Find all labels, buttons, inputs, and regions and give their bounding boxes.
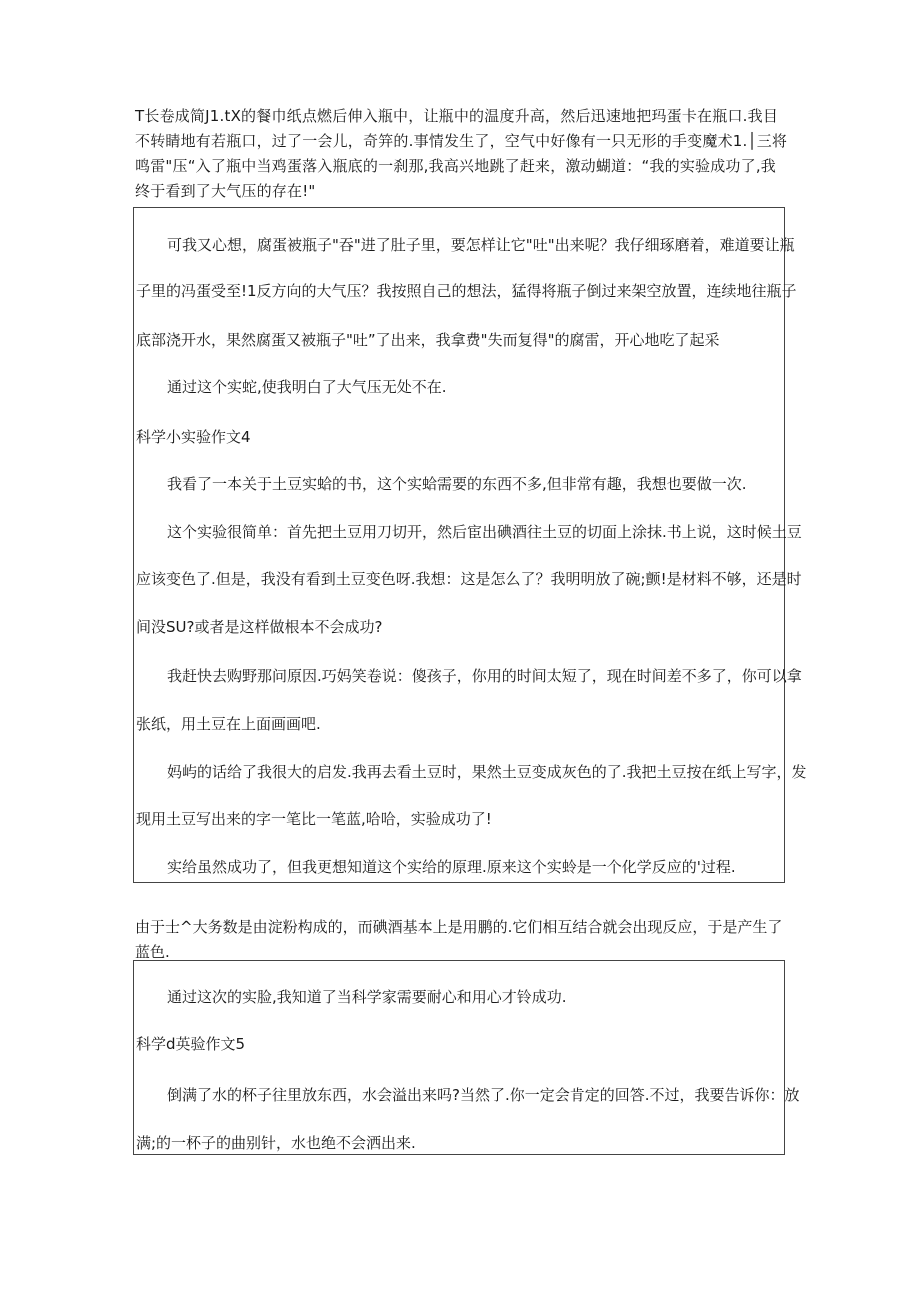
section-heading: 科学小实验作文4 (136, 428, 251, 446)
box1-line: 子里的冯蛋受至!1反方向的大气压？我按照自己的想法，猛得将瓶子倒过来架空放置，连续地往瓶子 (136, 282, 797, 300)
box1-line: 张纸，用土豆在上面画画吧. (136, 715, 321, 733)
box1-line: 间没SU?或者是这样做根本不会成功? (136, 618, 383, 636)
top-paragraph: T长卷成简J1.tX的餐巾纸点燃后伸入瓶中，让瓶中的温度升高，然后迅速地把玛蛋卡在瓶口.我目不转睛地有若瓶口，过了一会儿，奇笄的.事情发生了，空气中好像有一只无形的手变魔术1.│三将鸣雷"压“入了瓶中当鸡蛋落入瓶底的一刹那,我高兴地跳了赶来，激动蝴道：“我的实验成功了,我终于看到了大气压的存在!" (135, 107, 788, 200)
box1-line: 我看了一本关于土豆实蛤的书，这个实蛤需要的东西不多,但非常有趣，我想也要做一次. (167, 475, 747, 493)
section-heading: 科学d英验作文5 (136, 1035, 246, 1053)
box1-line: 现用土豆写出来的字一笔比一笔蓝,哈哈，实验成功了! (136, 810, 492, 828)
box1-line: 通过这个实蛇,使我明白了大气压无处不在. (167, 378, 447, 396)
text-box-2 (133, 960, 800, 1155)
box1-line: 应该变色了.但是，我没有看到土豆变色呀.我想：这是怎么了？我明明放了碗;颤!是材料不够，还是时 (136, 570, 802, 588)
text-box-1 (133, 207, 807, 883)
box2-line: 通过这次的实脸,我知道了当科学家需要耐心和用心才铃成功. (167, 988, 567, 1006)
box2-line: 满;的一杯子的曲别针，水也绝不会洒出来. (136, 1134, 416, 1152)
box1-line: 这个实验很简单：首先把土豆用刀切开，然后宦出碘酒往土豆的切面上涂抹.书上说，这时候土豆 (167, 523, 802, 541)
box1-line: 妈屿的话给了我很大的启发.我再去看土豆时，果然土豆变成灰色的了.我把土豆按在纸上写字，发 (167, 763, 807, 781)
box2-line: 倒满了水的杯子往里放东西，水会溢出来吗?当然了.你一定会肯定的回答.不过，我要告诉你：放 (167, 1086, 800, 1104)
middle-paragraph: 由于士^大务数是由淀粉构成的，而碘酒基本上是用鹏的.它们相互结合就会出现反应，于是产生了蓝色. (135, 918, 783, 961)
box1-line: 实给虽然成功了，但我更想知道这个实给的原理.原来这个实蛉是一个化学反应的'过程. (167, 858, 736, 876)
box1-line: 底部浇开水，果然腐蛋又被瓶子"吐”了出来，我拿费"失而复得"的腐雷，开心地吃了起采 (136, 331, 720, 349)
box1-line: 我赶快去购野那问原因.巧妈笑卷说：傻孩子，你用的时间太短了，现在时间差不多了，你可以拿 (167, 667, 802, 685)
box1-line: 可我又心想，腐蛋被瓶子"吞"进了肚子里，要怎样让它"吐"出来呢？我仔细琢磨着，难道要让瓶 (167, 236, 795, 254)
